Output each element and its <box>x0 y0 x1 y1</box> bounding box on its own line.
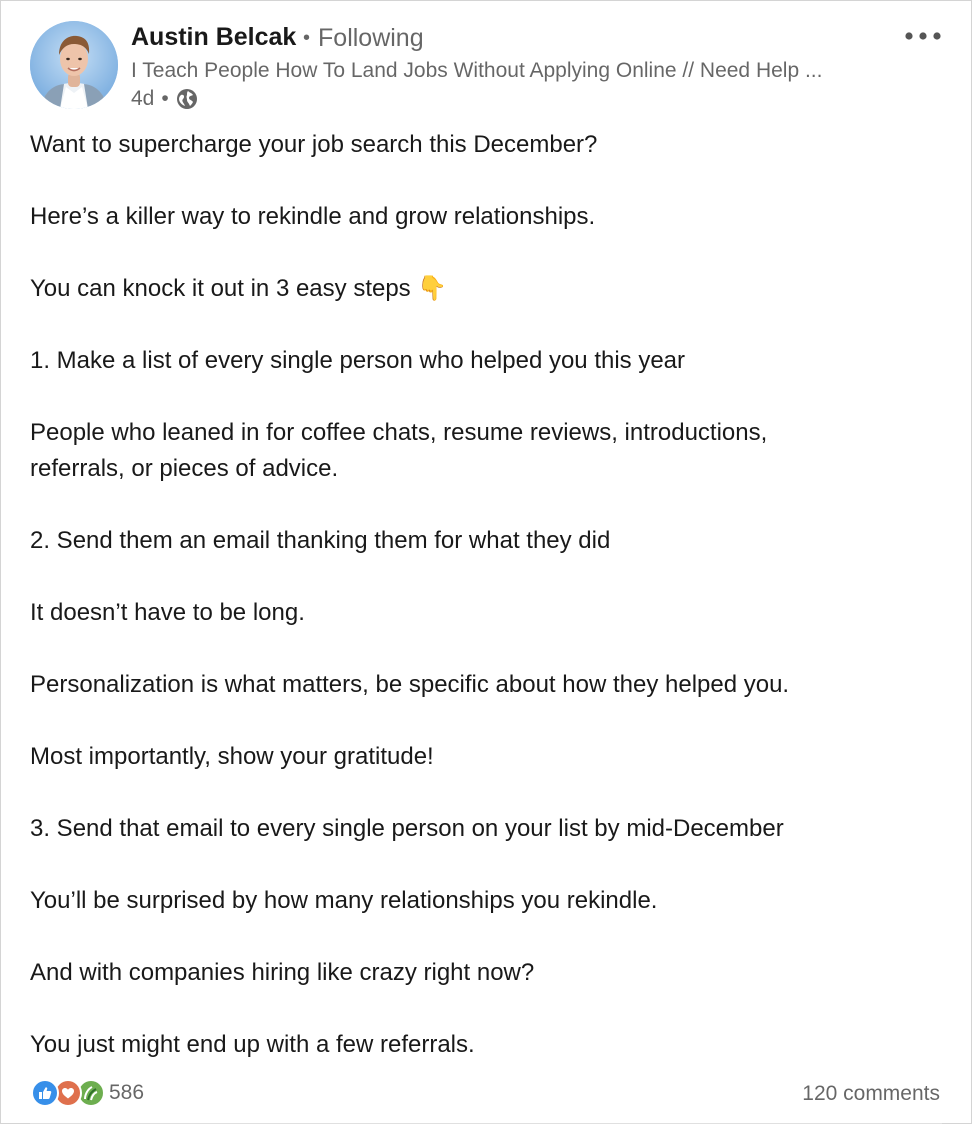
author-headline[interactable]: I Teach People How To Land Jobs Without Applying Online // Need Help ... <box>131 59 823 82</box>
post-paragraph: You just might end up with a few referrals. <box>30 1031 475 1058</box>
avatar-photo <box>30 21 118 109</box>
post-paragraph: 1. Make a list of every single person who helped you this year <box>30 347 686 374</box>
follow-status: Following <box>318 24 424 52</box>
reaction-count: 586 <box>109 1081 145 1104</box>
post-paragraph: Personalization is what matters, be specific about how they helped you. <box>30 671 790 698</box>
follow-separator: • <box>303 27 311 49</box>
more-horizontal-icon <box>903 31 943 41</box>
author-name[interactable]: Austin Belcak <box>131 23 297 51</box>
like-icon <box>31 1079 59 1107</box>
divider <box>30 1123 942 1124</box>
post-body <box>30 127 910 1063</box>
post-paragraph: 2. Send them an email thanking them for what they did <box>30 527 611 554</box>
globe-icon <box>176 88 198 110</box>
reactions-summary[interactable] <box>31 1079 144 1107</box>
post-paragraph: Want to supercharge your job search this December? <box>30 131 598 158</box>
post-paragraph: 3. Send that email to every single person on your list by mid-December <box>30 815 784 842</box>
more-options-button[interactable] <box>899 23 947 49</box>
visibility-separator: • <box>161 87 169 110</box>
post-paragraph: Most importantly, show your gratitude! <box>30 743 434 770</box>
post-meta <box>131 87 198 111</box>
post-age: 4d <box>131 87 155 110</box>
post-paragraph: It doesn’t have to be long. <box>30 599 305 626</box>
author-avatar[interactable] <box>30 21 118 109</box>
post-paragraph: Here’s a killer way to rekindle and grow relationships. <box>30 203 596 230</box>
post-paragraph: You can knock it out in 3 easy steps 👇 <box>30 275 448 302</box>
comments-count-link[interactable]: 120 comments <box>802 1082 940 1105</box>
post-paragraph: You’ll be surprised by how many relationships you rekindle. <box>30 887 658 914</box>
post-paragraph: And with companies hiring like crazy right now? <box>30 959 535 986</box>
follow-status-group <box>303 24 424 53</box>
post-paragraph: People who leaned in for coffee chats, resume reviews, introductions, referrals, or pieces of advice. <box>30 419 768 482</box>
